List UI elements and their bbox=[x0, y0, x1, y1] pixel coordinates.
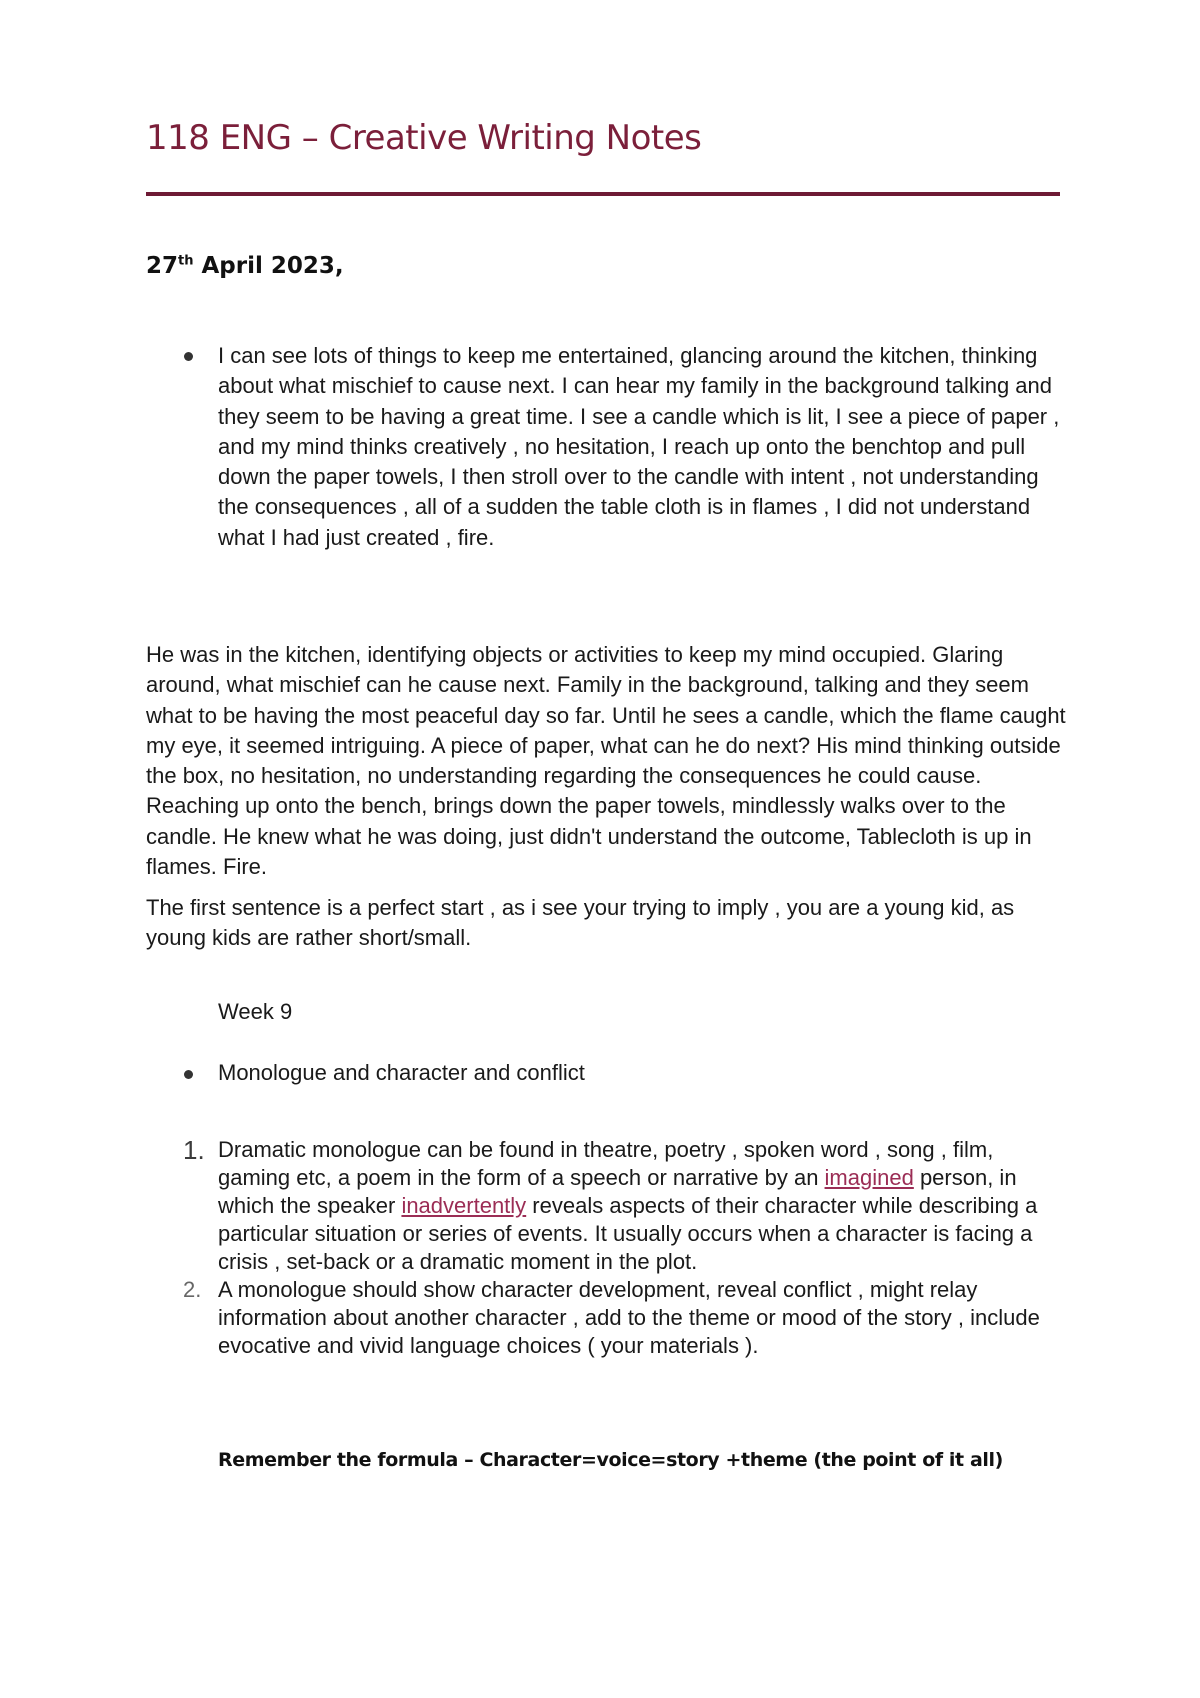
numbered-list bbox=[183, 1135, 1068, 1360]
date-day: 27 bbox=[146, 253, 179, 279]
paragraph-1: He was in the kitchen, identifying objects or activities to keep my mind occupied. Glaring around, what mischief can he cause next. Family in the background, talking and they seem what to be having the most peaceful day so far. Until he sees a candle, which the flame caught my eye, it seemed intriguing. A piece of paper, what can he do next? His mind thinking outside the box, no hesitation, no understanding regarding the consequences he could cause. Reaching up onto the bench, brings down the paper towels, mindlessly walks over to the candle. He knew what he was doing, just didn't understand the outcome, Tablecloth is up in flames. Fire. bbox=[146, 642, 1066, 880]
bullet-item-2: Monologue and character and conflict bbox=[218, 1060, 585, 1085]
bullet-item-1: I can see lots of things to keep me entertained, glancing around the kitchen, thinking about what mischief to cause next. I can hear my family in the background talking and they seem to be having a great time. I see a candle which is lit, I see a piece of paper , and my mind thinks creatively , no hesitation, I reach up onto the benchtop and pull down the paper towels, I then stroll over to the candle with intent , not understanding the consequences , all of a sudden the table cloth is in flames , I did not understand what I had just created , fire. bbox=[218, 343, 1060, 550]
link-imagined[interactable]: imagined bbox=[824, 1165, 914, 1190]
bullet-icon bbox=[184, 1070, 193, 1079]
list-item-2 bbox=[183, 1276, 1068, 1360]
date-rest: April 2023, bbox=[193, 253, 344, 279]
list-text: A monologue should show character development, reveal conflict , might relay information about another character , add to the theme or mood of the story , include evocative and vivid language choices ( your materials ). bbox=[218, 1277, 1040, 1358]
title-divider bbox=[146, 192, 1060, 196]
list-item-1 bbox=[183, 1135, 1068, 1276]
document-title: 118 ENG – Creative Writing Notes bbox=[146, 118, 702, 158]
formula-note: Remember the formula – Character=voice=story +theme (the point of it all) bbox=[218, 1449, 1003, 1471]
date-heading bbox=[146, 253, 344, 279]
list-number: 1. bbox=[183, 1135, 205, 1165]
list-text: reveals aspects of their character while describing a particular situation or series of events. It usually occurs when a character is facing a crisis , set-back or a dramatic moment in the plot. bbox=[218, 1193, 1038, 1274]
bullet-icon bbox=[184, 352, 193, 361]
date-suffix: th bbox=[178, 253, 194, 269]
list-text: Dramatic monologue can be found in theatre, poetry , spoken word , song , film, gaming etc, a poem in the form of a speech or narrative by an bbox=[218, 1137, 994, 1190]
list-text: person, in which the speaker bbox=[218, 1165, 1017, 1218]
link-inadvertently[interactable]: inadvertently bbox=[401, 1193, 527, 1218]
paragraph-2: The first sentence is a perfect start , as i see your trying to imply , you are a young kid, as young kids are rather short/small. bbox=[146, 895, 1015, 951]
week-label: Week 9 bbox=[218, 999, 293, 1024]
list-number: 2. bbox=[183, 1277, 202, 1302]
